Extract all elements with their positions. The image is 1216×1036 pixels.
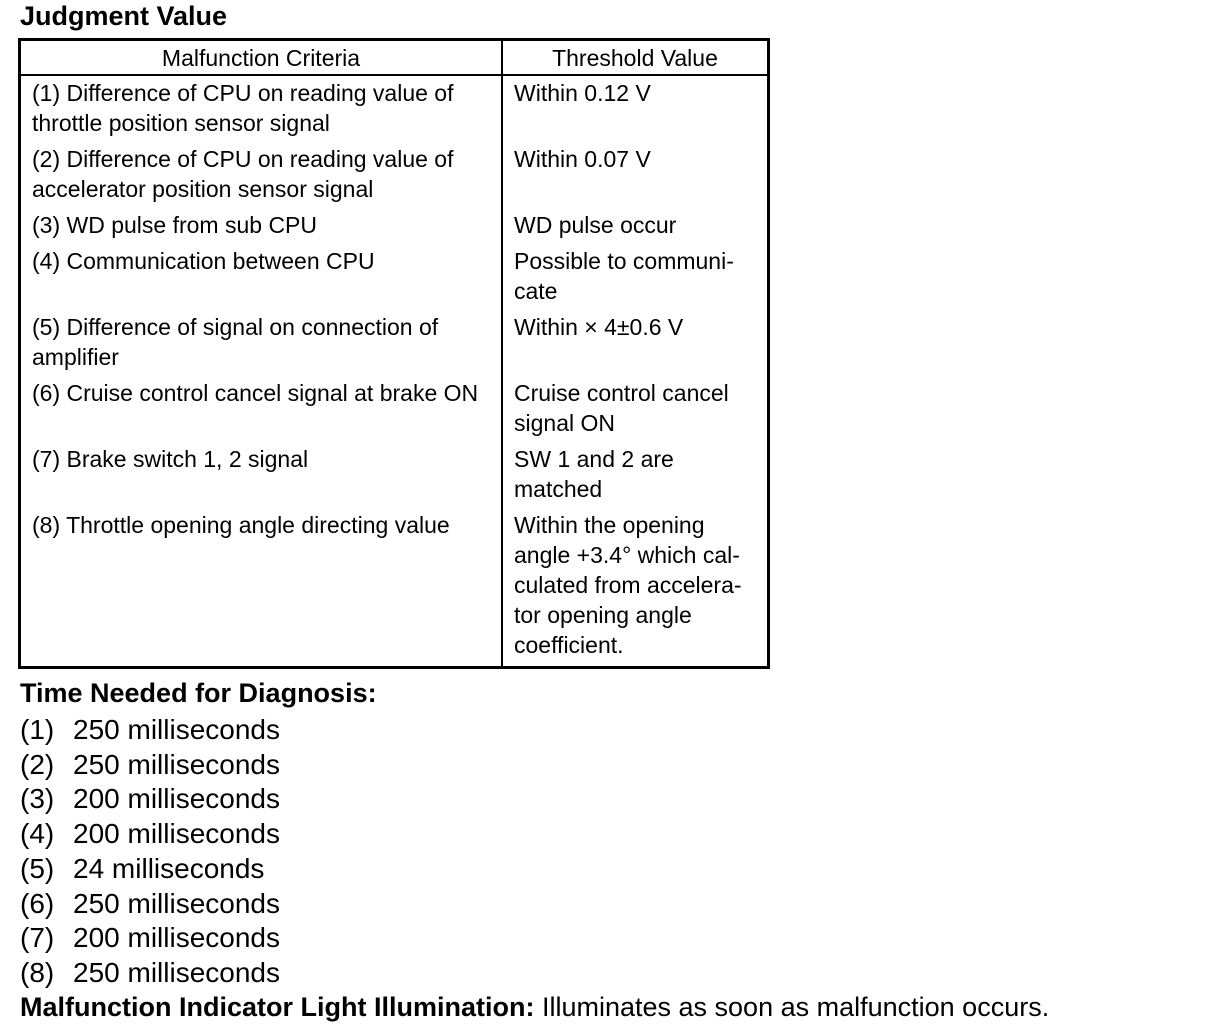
list-item (20, 852, 280, 887)
criteria-cell (20, 144, 503, 210)
threshold-cell (502, 210, 769, 246)
threshold-cell (502, 312, 769, 378)
table-row (20, 210, 769, 246)
criteria-text: (5) Difference of signal on connection of amplifier (32, 314, 439, 370)
table-row (20, 144, 769, 210)
list-item (20, 817, 280, 852)
criteria-text: (1) Difference of CPU on reading value of throttle position sensor signal (32, 80, 454, 136)
list-item (20, 748, 280, 783)
list-item (20, 921, 280, 956)
item-text: 250 milliseconds (73, 748, 280, 780)
criteria-cell (20, 75, 503, 144)
threshold-text: Within the opening angle +3.4° which cal- culated from accelera- tor opening angle coefficient. (514, 512, 742, 658)
threshold-cell (502, 75, 769, 144)
table-row (20, 75, 769, 144)
criteria-cell (20, 378, 503, 444)
item-text: 250 milliseconds (73, 714, 280, 745)
criteria-text: (6) Cruise control cancel signal at brake ON (32, 380, 479, 406)
criteria-cell (20, 444, 503, 510)
threshold-text: Possible to communi- cate (514, 248, 734, 304)
list-item (20, 782, 280, 817)
criteria-text: (8) Throttle opening angle directing value (32, 512, 450, 538)
criteria-cell (20, 510, 503, 668)
item-text: 24 milliseconds (73, 852, 265, 884)
threshold-cell (502, 144, 769, 210)
table-row (20, 312, 769, 378)
threshold-cell (502, 246, 769, 312)
criteria-text: (2) Difference of CPU on reading value of accelerator position sensor signal (32, 146, 454, 202)
table-row (20, 378, 769, 444)
item-number: (6) (20, 887, 55, 919)
item-number: (5) (20, 852, 55, 884)
time-needed-heading: Time Needed for Diagnosis: (20, 678, 377, 708)
mil-illumination-line (20, 990, 1049, 1024)
criteria-text: (4) Communication between CPU (32, 248, 375, 274)
item-number: (4) (20, 818, 55, 850)
list-item (20, 887, 280, 922)
threshold-cell (502, 510, 769, 668)
criteria-cell (20, 246, 503, 312)
item-number: (2) (20, 748, 55, 780)
threshold-text: SW 1 and 2 are matched (514, 446, 674, 502)
item-text: 250 milliseconds (73, 887, 280, 919)
threshold-text: Within × 4±0.6 V (514, 314, 684, 340)
threshold-value-header: Threshold Value (502, 40, 769, 76)
item-text: 200 milliseconds (73, 783, 280, 815)
criteria-cell (20, 210, 503, 246)
threshold-text: Within 0.07 V (514, 146, 651, 172)
threshold-text: Within 0.12 V (514, 80, 651, 106)
table-header-row (20, 40, 769, 76)
threshold-cell (502, 444, 769, 510)
item-number: (3) (20, 783, 55, 815)
item-text: 200 milliseconds (73, 818, 280, 850)
mil-text: Illuminates as soon as malfunction occurs. (541, 992, 1050, 1022)
list-item (20, 956, 280, 991)
list-item (20, 713, 280, 748)
table-row (20, 444, 769, 510)
item-number: (1) (20, 714, 55, 745)
table-row (20, 246, 769, 312)
item-number: (7) (20, 922, 55, 954)
threshold-text: WD pulse occur (514, 212, 677, 238)
criteria-cell (20, 312, 503, 378)
criteria-text: (3) WD pulse from sub CPU (32, 212, 318, 238)
malfunction-criteria-header: Malfunction Criteria (20, 40, 503, 76)
threshold-text: Cruise control cancel signal ON (514, 380, 729, 436)
judgment-value-heading: Judgment Value (20, 1, 228, 31)
criteria-text: (7) Brake switch 1, 2 signal (32, 446, 309, 472)
item-text: 250 milliseconds (73, 956, 280, 988)
table-row (20, 510, 769, 668)
threshold-cell (502, 378, 769, 444)
mil-label: Malfunction Indicator Light Illumination: (20, 992, 535, 1022)
item-text: 200 milliseconds (73, 922, 280, 954)
diagnosis-time-list (20, 713, 280, 991)
item-number: (8) (20, 956, 55, 988)
judgment-value-table (18, 38, 770, 669)
